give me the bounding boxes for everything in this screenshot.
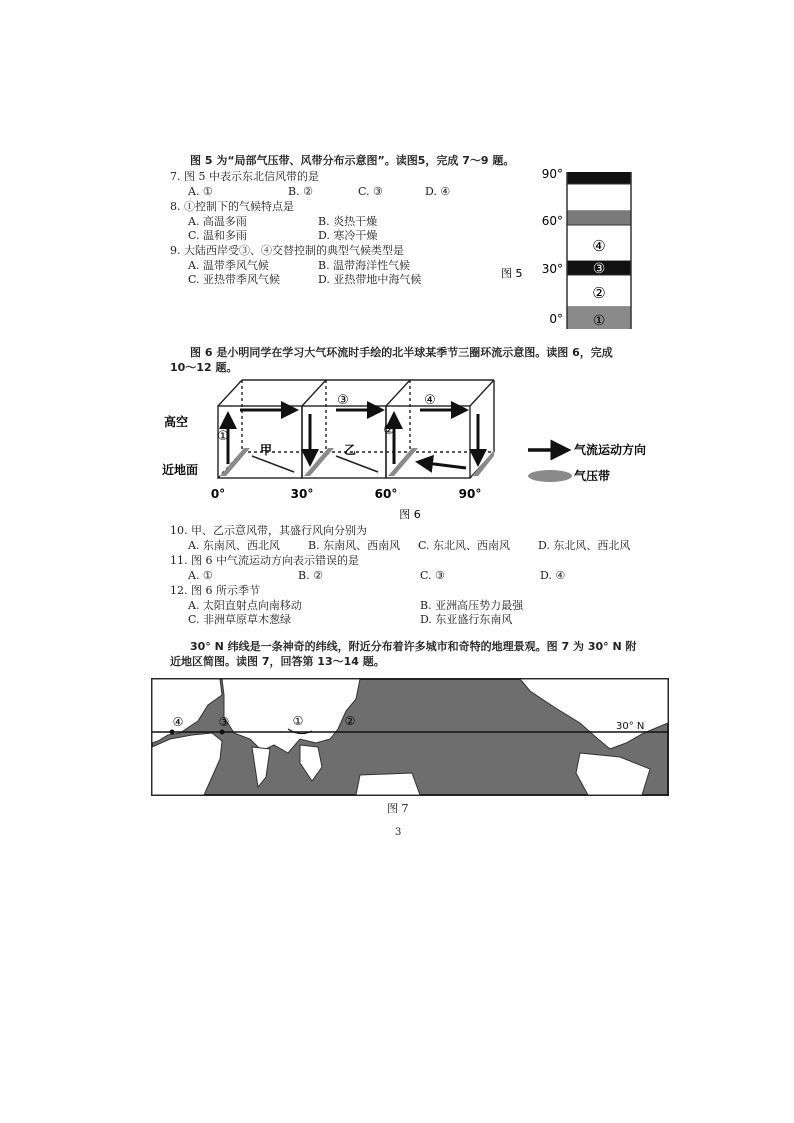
- legend-flow-label: 气流运动方向: [574, 443, 647, 457]
- lat-60-label: 60°: [374, 487, 398, 501]
- q9-stem: 9. 大陆西岸受③、④交替控制的典型气候类型是: [170, 244, 404, 257]
- q10-stem: 10. 甲、乙示意风带，其盛行风向分别为: [170, 524, 367, 537]
- label-high-altitude: 高空: [164, 415, 189, 429]
- band-subpolar-low: [567, 211, 631, 225]
- legend-belt-label: 气压带: [574, 469, 611, 483]
- map-marker-1: ①: [292, 714, 304, 728]
- q9-option-c: C. 亚热带季风气候: [188, 273, 281, 286]
- band-1-marker: ①: [592, 313, 606, 329]
- band-2-marker: ②: [592, 284, 606, 302]
- pressure-belt-0: [220, 448, 250, 476]
- q9-option-b: B. 温带海洋性气候: [318, 259, 411, 272]
- q7-option-b: B. ②: [288, 185, 313, 198]
- band-polar-high: [567, 172, 631, 184]
- q12-option-d: D. 东亚盛行东南风: [420, 613, 513, 626]
- marker-2: ②: [383, 423, 395, 438]
- figure5-caption: 图 5: [501, 267, 523, 280]
- page-number: 3: [395, 827, 402, 838]
- band-polar-easterlies: [567, 184, 631, 211]
- q12-option-b: B. 亚洲高压势力最强: [420, 599, 524, 612]
- lat-0-label: 0°: [210, 487, 226, 501]
- lat-0-label: 0°: [549, 312, 563, 326]
- lat-90-label: 90°: [458, 487, 482, 501]
- marker-4: ④: [424, 393, 436, 408]
- map-marker-4: ④: [172, 715, 184, 729]
- figure5-pressure-belt-diagram: [495, 165, 645, 335]
- marker-1: ①: [217, 429, 229, 444]
- q9-option-a: A. 温带季风气候: [188, 259, 269, 272]
- figure7-30N-map: [150, 677, 670, 797]
- q11-option-c: C. ③: [420, 569, 445, 582]
- lat-30N-label: 30° N: [616, 721, 645, 732]
- q11-option-b: B. ②: [298, 569, 323, 582]
- band-3-marker: ③: [592, 261, 606, 277]
- lat-90-label: 90°: [541, 167, 563, 181]
- figure7-caption: 图 7: [387, 802, 409, 815]
- q8-stem: 8. ①控制下的气候特点是: [170, 200, 294, 213]
- map-marker-3: ③: [218, 715, 230, 729]
- figure6-caption: 图 6: [399, 508, 421, 521]
- label-jia: 甲: [260, 443, 273, 457]
- lat-30-label: 30°: [541, 262, 563, 276]
- q10-option-d: D. 东北风、西北风: [538, 539, 631, 552]
- figure6-three-cell-circulation: [160, 374, 680, 524]
- section5-intro: 图 5 为“局部气压带、风带分布示意图”。读图5，完成 7～9 题。: [190, 154, 515, 167]
- lat-60-label: 60°: [541, 214, 563, 228]
- q11-option-d: D. ④: [540, 569, 566, 582]
- section6-intro-line1: 图 6 是小明同学在学习大气环流时手绘的北半球某季节三圈环流示意图。读图 6，完成: [190, 346, 613, 359]
- section6-intro-line2: 10～12 题。: [170, 361, 238, 374]
- q7-option-d: D. ④: [425, 185, 451, 198]
- q7-option-c: C. ③: [358, 185, 383, 198]
- section7-intro-line1: 30° N 纬线是一条神奇的纬线，附近分布着许多城市和奇特的地理景观。图 7 为 30° N 附: [190, 640, 637, 653]
- q12-option-a: A. 太阳直射点向南移动: [188, 599, 302, 612]
- q8-option-b: B. 炎热干燥: [318, 215, 378, 228]
- q10-option-c: C. 东北风、西南风: [418, 539, 511, 552]
- q8-option-a: A. 高温多雨: [188, 215, 247, 228]
- q8-option-c: C. 温和多雨: [188, 229, 248, 242]
- q7-stem: 7. 图 5 中表示东北信风带的是: [170, 170, 319, 183]
- q11-option-a: A. ①: [188, 569, 213, 582]
- q12-stem: 12. 图 6 所示季节: [170, 584, 260, 597]
- label-near-ground: 近地面: [162, 463, 199, 477]
- q12-option-c: C. 非洲草原草木葱绿: [188, 613, 292, 626]
- lat-30-label: 30°: [290, 487, 314, 501]
- q8-option-d: D. 寒冷干燥: [318, 229, 378, 242]
- land-australia: [356, 773, 420, 795]
- label-yi: 乙: [344, 443, 357, 457]
- section7-intro-line2: 近地区简图。读图 7，回答第 13～14 题。: [170, 655, 385, 668]
- q11-stem: 11. 图 6 中气流运动方向表示错误的是: [170, 554, 359, 567]
- map-marker-2: ②: [344, 714, 356, 728]
- q10-option-a: A. 东南风、西北风: [188, 539, 280, 552]
- q10-option-b: B. 东南风、西南风: [308, 539, 401, 552]
- marker-3: ③: [337, 393, 349, 408]
- legend-belt-swatch: [528, 470, 572, 482]
- airflow-arrow-surface-polar: [418, 462, 466, 468]
- q7-option-a: A. ①: [188, 185, 213, 198]
- q9-option-d: D. 亚热带地中海气候: [318, 273, 422, 286]
- band-4-marker: ④: [592, 237, 606, 255]
